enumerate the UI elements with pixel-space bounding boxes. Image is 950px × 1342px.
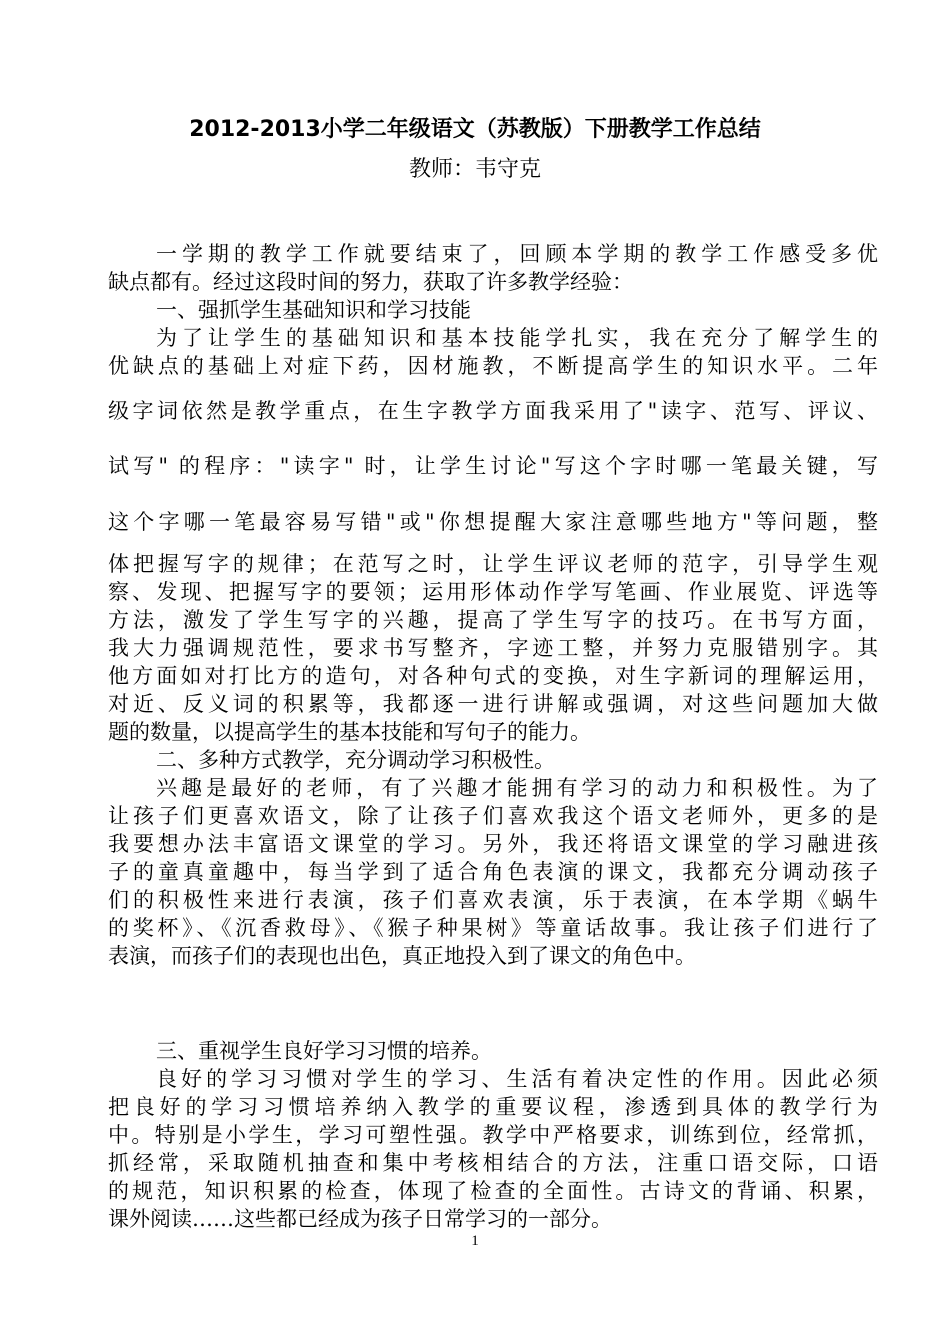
text-line: 级字词依然是教学重点，在生字教学方面我采用了"读字、范写、评议、 xyxy=(108,399,878,423)
text-line: 们的积极性来进行表演，孩子们喜欢表演，乐于表演，在本学期《蜗牛 xyxy=(108,888,878,912)
text-line: 把良好的学习习惯培养纳入教学的重要议程，渗透到具体的教学行为 xyxy=(108,1095,878,1119)
text-line: 让孩子们更喜欢语文，除了让孩子们喜欢我这个语文老师外，更多的是 xyxy=(108,804,878,828)
text-line: 题的数量，以提高学生的基本技能和写句子的能力。 xyxy=(108,720,591,744)
text-line: 一学期的教学工作就要结束了，回顾本学期的教学工作感受多优 xyxy=(156,242,878,266)
text-line: 体把握写字的规律；在范写之时，让学生评议老师的范字，引导学生观 xyxy=(108,552,878,576)
text-line: 试写" 的程序："读字" 时，让学生讨论"写这个字时哪一笔最关键，写 xyxy=(108,454,878,478)
page-number: 1 xyxy=(471,1233,479,1249)
document-title: 2012-2013小学二年级语文（苏教版）下册教学工作总结 xyxy=(189,117,761,142)
text-line: 缺点都有。经过这段时间的努力，获取了许多教学经验： xyxy=(108,270,633,294)
text-line: 为了让学生的基础知识和基本技能学扎实，我在充分了解学生的 xyxy=(156,326,878,350)
text-line: 抓经常，采取随机抽查和集中考核相结合的方法，注重口语交际，口语 xyxy=(108,1151,878,1175)
text-line: 子的童真童趣中，每当学到了适合角色表演的课文，我都充分调动孩子 xyxy=(108,860,878,884)
text-line: 我要想办法丰富语文课堂的学习。另外，我还将语文课堂的学习融进孩 xyxy=(108,832,878,856)
text-line: 兴趣是最好的老师，有了兴趣才能拥有学习的动力和积极性。为了 xyxy=(156,776,878,800)
section-heading: 二、多种方式教学，充分调动学习积极性。 xyxy=(156,748,555,772)
text-line: 方法，激发了学生写字的兴趣，提高了学生写字的技巧。在书写方面， xyxy=(108,608,878,632)
text-line: 良好的学习习惯对学生的学习、生活有着决定性的作用。因此必须 xyxy=(156,1067,878,1091)
text-line: 课外阅读……这些都已经成为孩子日常学习的一部分。 xyxy=(108,1207,612,1231)
text-line: 中。特别是小学生，学习可塑性强。教学中严格要求，训练到位，经常抓， xyxy=(108,1123,878,1147)
section-heading: 一、强抓学生基础知识和学习技能 xyxy=(156,298,471,322)
text-line: 表演，而孩子们的表现也出色，真正地投入到了课文的角色中。 xyxy=(108,944,696,968)
text-line: 优缺点的基础上对症下药，因材施教，不断提高学生的知识水平。二年 xyxy=(108,354,878,378)
text-line: 对近、反义词的积累等，我都逐一进行讲解或强调，对这些问题加大做 xyxy=(108,692,878,716)
section-heading: 三、重视学生良好学习习惯的培养。 xyxy=(156,1039,492,1063)
text-line: 察、发现、把握写字的要领；运用形体动作学写笔画、作业展览、评选等 xyxy=(108,580,878,604)
text-line: 这个字哪一笔最容易写错"或"你想提醒大家注意哪些地方"等问题，整 xyxy=(108,510,878,534)
text-line: 的奖杯》、《沉香救母》、《猴子种果树》等童话故事。我让孩子们进行了 xyxy=(108,916,878,940)
text-line: 我大力强调规范性，要求书写整齐，字迹工整，并努力克服错别字。其 xyxy=(108,636,878,660)
teacher-name: 教师：韦守克 xyxy=(408,157,541,182)
text-line: 他方面如对打比方的造句，对各种句式的变换，对生字新词的理解运用， xyxy=(108,664,878,688)
text-line: 的规范，知识积累的检查，体现了检查的全面性。古诗文的背诵、积累， xyxy=(108,1179,878,1203)
